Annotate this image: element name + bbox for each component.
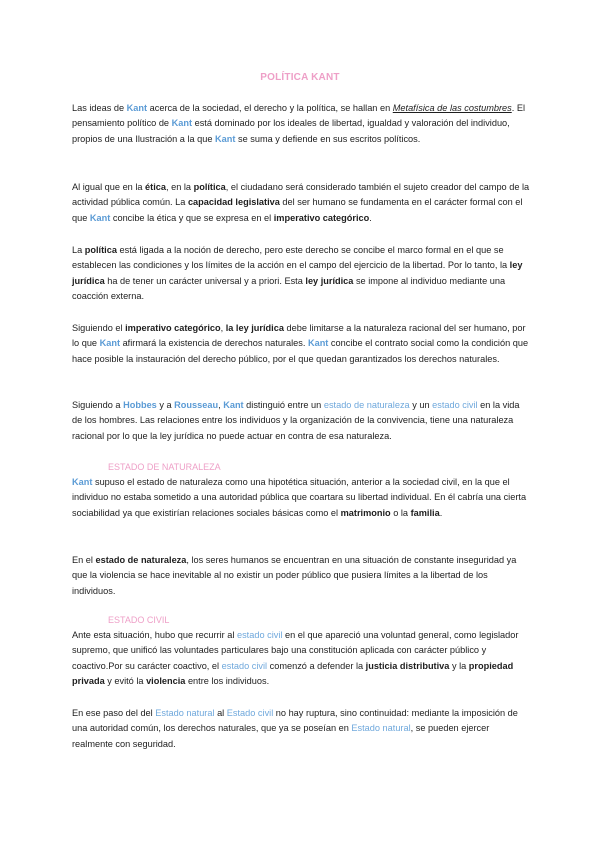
section-heading-estado-civil: ESTADO CIVIL [108,615,170,625]
paragraph-estado-naturaleza [72,475,530,521]
term-estado: Estado civil [226,708,274,718]
text: Ante esta situación, hubo que recurrir al [72,630,237,640]
text: comenzó a defender la [267,660,366,671]
text: no hay ruptura, sino continuidad: mediante la imposición de una autoridad común, los derechos naturales, que ya se poseían en [72,708,518,734]
bold-term: matrimonio [340,507,391,518]
text: en la vida de los hombres. Las relaciones entre los individuos y la organización de la convivencia, tiene una naturaleza racional por lo que la ley jurídica no puede actuar en contra de esa naturaleza. [72,400,520,441]
name-kant: Kant [307,338,329,349]
term-estado: estado civil [221,660,268,671]
text: La [72,245,85,255]
book-title: Metafísica de las costumbres [392,103,512,113]
bold-term: propiedad privada [72,660,514,687]
text: o la [390,507,411,518]
paragraph-estado-civil [72,628,530,690]
text: está dominado por los ideales de libertad, igualdad y valoración del individuo, propios de una Ilustración a la que [72,118,510,144]
section-heading-estado-naturaleza: ESTADO DE NATURALEZA [108,462,221,472]
bold-term: la ley jurídica [225,323,284,333]
text: Siguiendo a [72,400,124,410]
text: acerca de la sociedad, el derecho y la política, se hallan en [147,103,393,113]
text: , [220,323,226,333]
text: En el [72,555,96,565]
bold-term: imperativo categórico [125,323,221,333]
text: Siguiendo el [72,323,126,333]
paragraph-inseguridad [72,553,530,599]
paragraph-intro [72,101,530,147]
bold-term: capacidad legislativa [187,197,280,208]
name-kant: Kant [223,400,244,410]
bold-term: justicia distributiva [365,660,450,671]
text: ha de tener un carácter universal y a priori. Esta [104,275,306,286]
text: se suma y defiende en sus escritos políticos. [235,133,421,144]
text: al [214,708,227,718]
name-hobbes: Hobbes [123,400,157,410]
text: . [439,507,443,518]
text: concibe la ética y que se expresa en el [110,212,274,223]
paragraph-continuidad [72,706,530,752]
text: debe limitarse a la naturaleza racional del ser humano, por lo que [72,323,526,349]
bold-term: familia [410,507,440,518]
bold-term: imperativo categórico [273,212,370,223]
text: En ese paso del del [72,708,156,718]
text: está ligada a la noción de derecho, pero este derecho se concibe el marco formal en el que se establecen las condiciones y los límites de la acción en el campo del ejercicio de la libertad. Por lo tanto, la [72,245,510,271]
name-kant: Kant [126,103,148,113]
text: , en la [166,182,194,192]
text: se impone al individuo mediante una coacción externa. [72,275,506,302]
bold-term: política [193,182,226,192]
bold-term: política [84,245,117,255]
bold-term: violencia [146,676,186,687]
text: en el que apareció una voluntad general, como legislador supremo, que unificó las voluntades particulares bajo una constitución aplicada con carácter público y coactivo.Por su carácter coactivo, el [72,630,519,671]
text: Al igual que en la [72,182,146,192]
term-estado: estado civil [432,400,478,410]
name-kant: Kant [72,477,93,487]
page-title: POLÍTICA KANT [260,72,340,83]
name-rousseau: Rousseau [174,400,219,410]
text: y evitó la [104,676,147,687]
text: concibe el contrato social como la condición que hace posible la instauración del derecho público, por el que quedan garantizados los derechos naturales. [72,338,529,364]
paragraph-imperativo [72,321,530,367]
bold-term: ley jurídica [305,275,354,286]
paragraph-hobbes-rousseau [72,398,530,444]
text: afirmará la existencia de derechos naturales. [120,338,308,349]
text: del ser humano se fundamenta en el carácter formal con el que [72,197,523,223]
text: , los seres humanos se encuentran en una situación de constante inseguridad ya que la violencia se hace inevitable al no existir un poder público que pusiera límites a la libertad de los individuos. [72,555,517,596]
text: y a [156,400,175,410]
name-kant: Kant [215,133,236,144]
term-estado: estado de naturaleza [323,400,410,410]
text: . [369,212,372,223]
name-kant: Kant [99,338,121,349]
text: . El pensamiento político de [72,103,526,129]
text: , el ciudadano será considerado también el sujeto creador del campo de la actividad pública común. La [72,182,530,208]
text: , [218,400,224,410]
bold-term: ética [145,182,166,192]
text: distinguió entre un [243,400,324,410]
text: , se pueden ejercer realmente con seguridad. [72,723,490,749]
paragraph-etica [72,180,530,226]
paragraph-politica [72,243,530,305]
term-estado: Estado natural [351,723,411,734]
text: entre los individuos. [185,676,270,687]
name-kant: Kant [171,118,193,129]
bold-term: estado de naturaleza [95,555,187,565]
text: y la [449,660,469,671]
text: Las ideas de [72,103,127,113]
term-estado: estado civil [236,630,283,640]
name-kant: Kant [89,212,111,223]
text: y un [409,400,433,410]
term-estado: Estado natural [155,708,215,718]
bold-term: ley jurídica [72,260,523,286]
text: supuso el estado de naturaleza como una hipotética situación, anterior a la sociedad civil, en la que el individuo no estaba sometido a una autoridad pública que coartara su libertad individual. En él cabría una cierta sociabilidad ya que existirían relaciones sociales básicas como el [72,477,527,518]
